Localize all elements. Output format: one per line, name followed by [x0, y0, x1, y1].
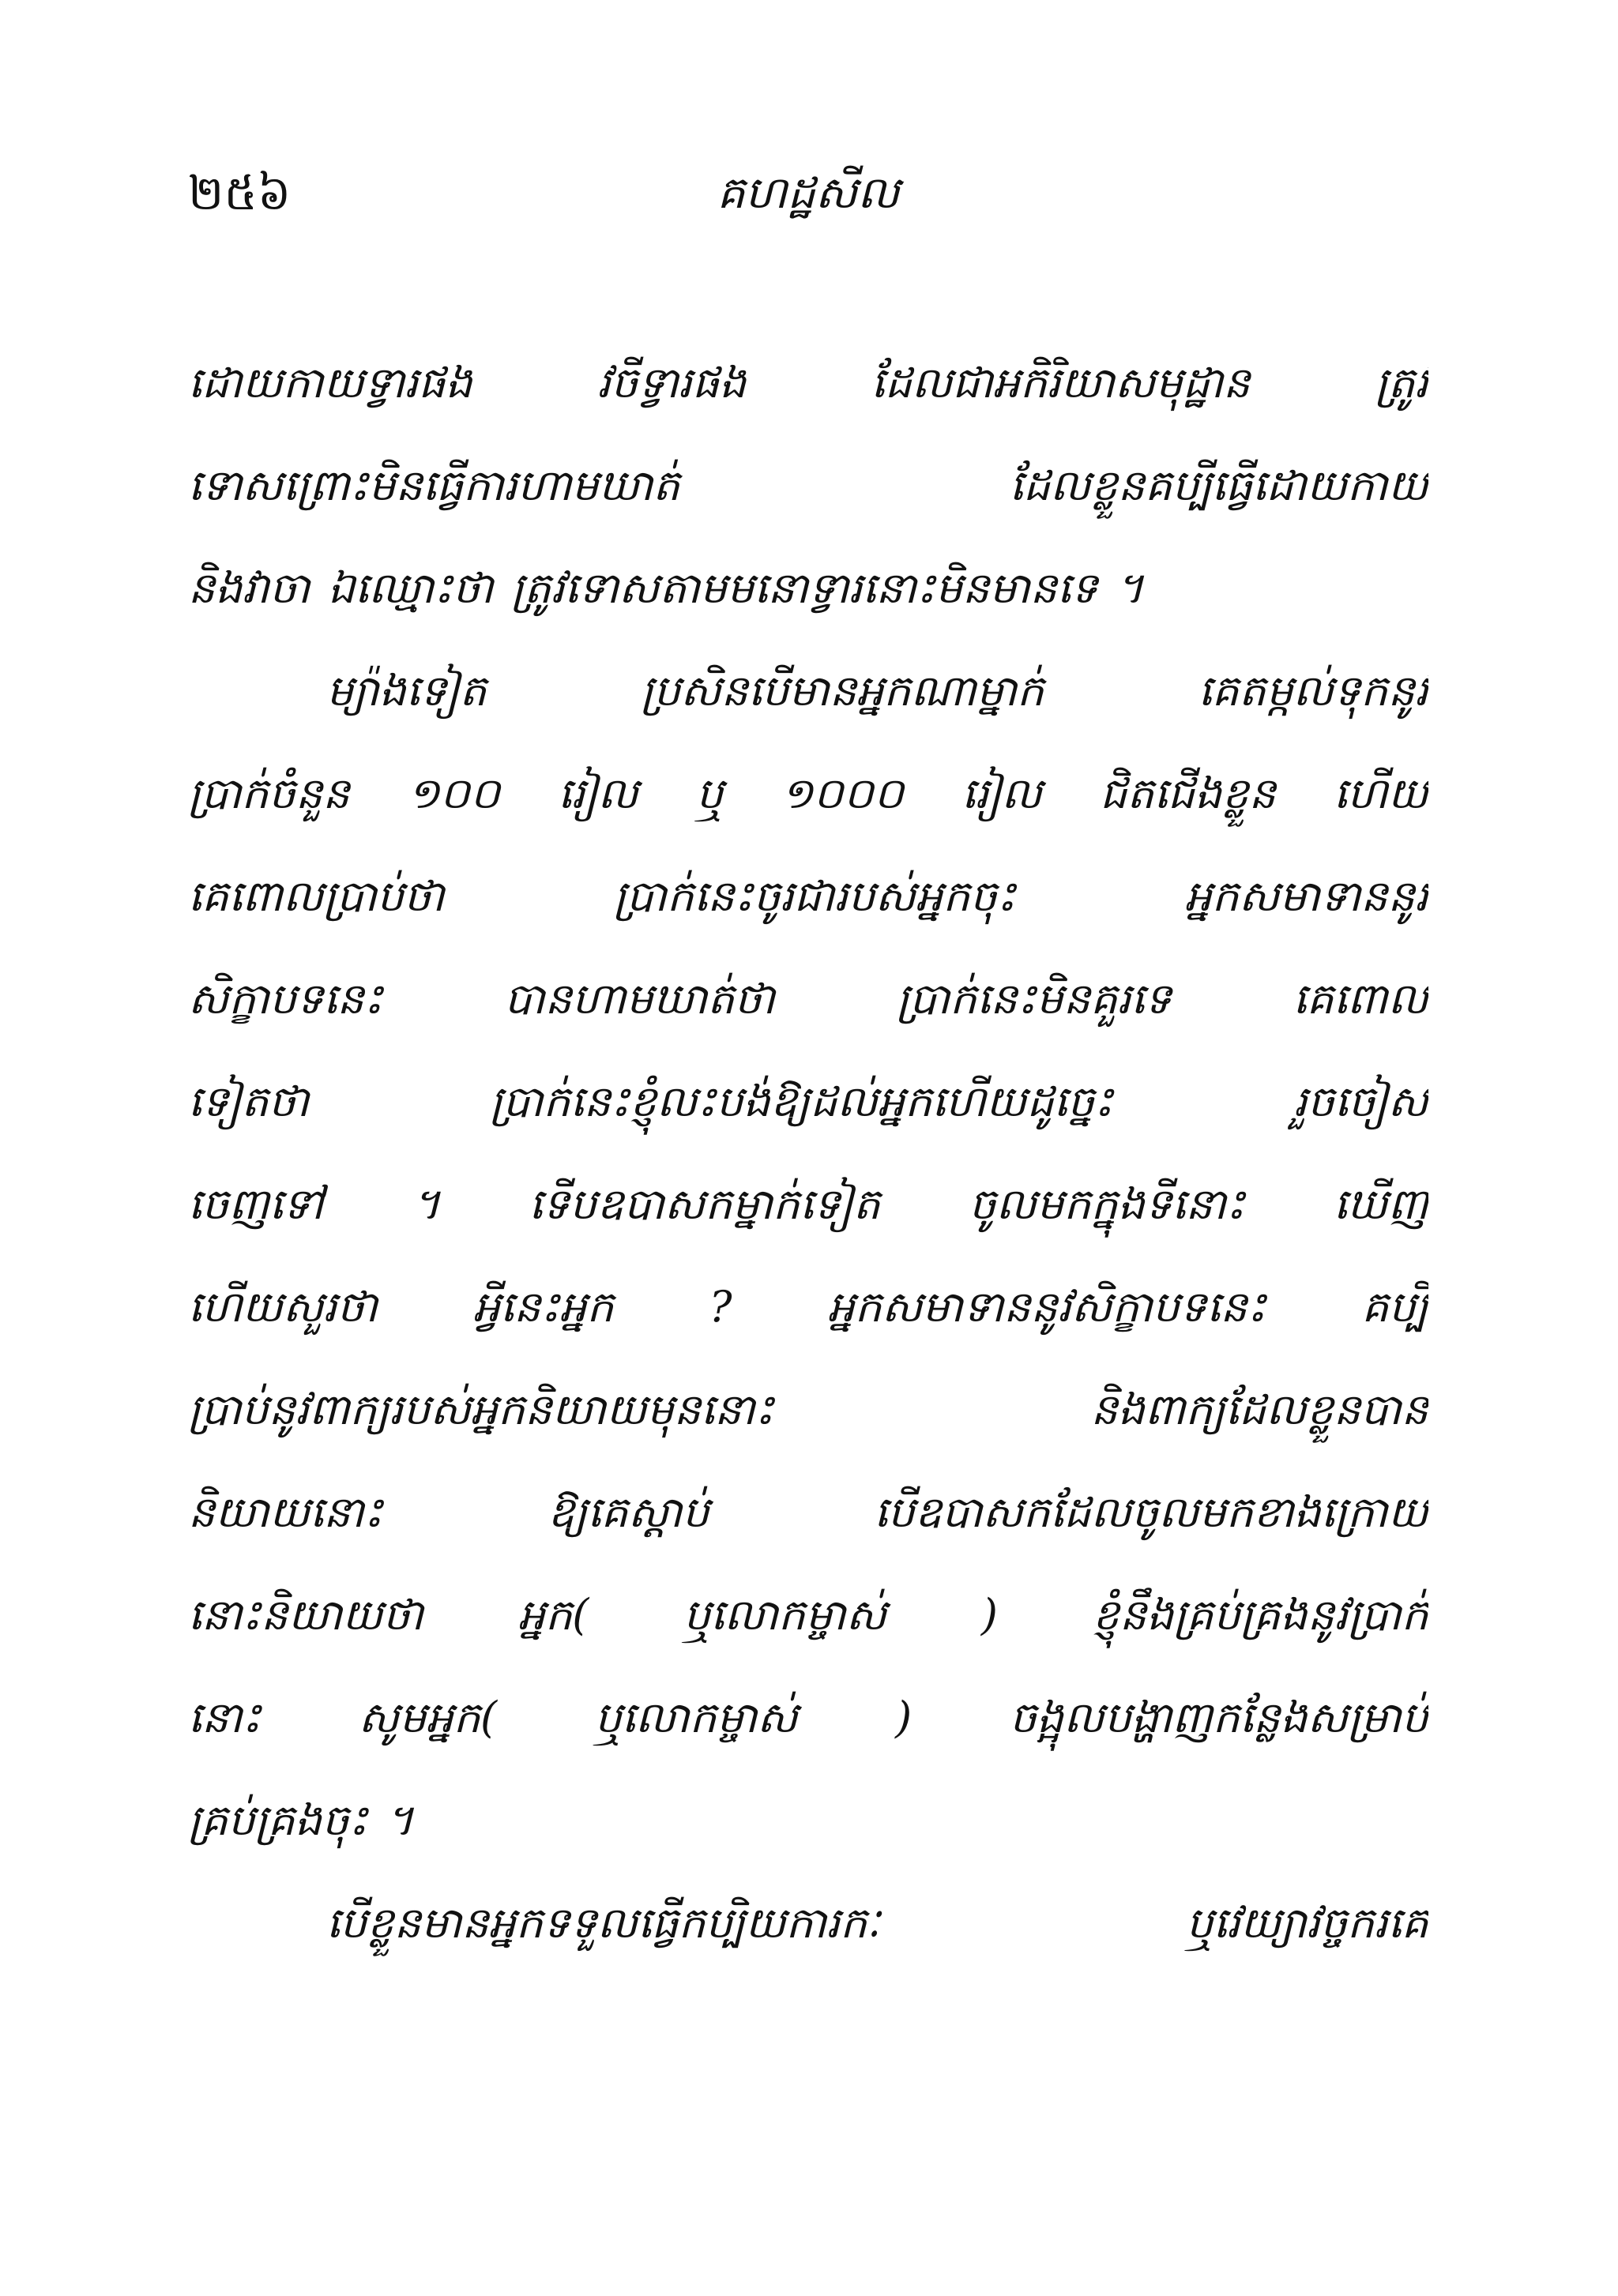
page-header: [188, 150, 1428, 237]
text-line: ទោសព្រោះមិនធ្វើការហាមឃាត់ ដែលខ្លួនគប្បីធ្វើដោយកាយ: [188, 460, 1428, 510]
text-line: និយាយនោះ ឱ្យគេស្តាប់ បើឧបាសកដែលចូលមកខាងក្រោយ: [188, 1487, 1428, 1537]
paragraph: [188, 332, 1428, 640]
text-line: ប្រាប់នូវពាក្យរបស់អ្នកនិយាយមុននោះ និងពាក្យដែលខ្លួនបាន: [188, 1385, 1428, 1434]
text-line: សិក្ខាបទនេះ បានហាមឃាត់ថា ប្រាក់នេះមិនគួរទេ គេពោល: [188, 974, 1428, 1024]
text-line: នោះនិយាយថា អ្នក( ឬលោកម្ចាស់ ) ខ្ញុំនឹងគ្រប់គ្រងនូវប្រាក់: [188, 1590, 1428, 1640]
text-line: និងវាចា ឯឈ្មោះថា ត្រូវទោសតាមមនោទ្វារនោះមិនមានទេ ។: [188, 563, 1144, 613]
text-line: ទៀតថា ប្រាក់នេះខ្ញុំលះបង់ឱ្យដល់អ្នកហើយដូច្នេះ រួចចៀស: [188, 1077, 1428, 1126]
text-line: គ្រប់គ្រងចុះ ។: [188, 1795, 414, 1845]
text-line: ហើយសួរថា អ្វីនេះអ្នក ? អ្នកសមាទាននូវសិក្ខាបទនេះ គប្បី: [188, 1282, 1428, 1332]
running-title: គហដ្ឋសីល: [717, 167, 900, 219]
text-line: នោះ សូមអ្នក( ឬលោកម្ចាស់ ) ចង្អុលបង្ហាញកន្លែងសម្រាប់: [188, 1693, 1428, 1742]
paragraph: [188, 640, 1428, 1872]
text-line: បើខ្លួនមានអ្នកទទួលធ្វើកប្បិយការកៈ ឬវេយ្យាវច្ចករគេ: [326, 1898, 1428, 1948]
text-line: ប្រាក់ចំនួន ១០០ រៀល ឬ ១០០០ រៀល ជិតជើងខ្លួន ហើយ: [188, 768, 1428, 818]
paragraph: [188, 1872, 1428, 1975]
page-number: ២៥៦: [188, 166, 292, 221]
text-line: ដោយកាយទ្វារផង វចីទ្វារផង ដែលជាអកិរិយាសមុដ្ឋាន ត្រូវ: [188, 358, 1428, 408]
text-line: ចេញទៅ ។ ទើបឧបាសកម្នាក់ទៀត ចូលមកក្នុងទីនោះ ឃើញ: [188, 1179, 1428, 1229]
text-line: គេពោលប្រាប់ថា ប្រាក់នេះចូរជារបស់អ្នកចុះ អ្នកសមាទាននូវ: [188, 871, 1428, 921]
body-text: [188, 332, 1428, 1975]
text-line: ម្យ៉ាងទៀត ប្រសិនបើមានអ្នកណាម្នាក់ គេតម្កល់ទុកនូវ: [326, 666, 1428, 716]
